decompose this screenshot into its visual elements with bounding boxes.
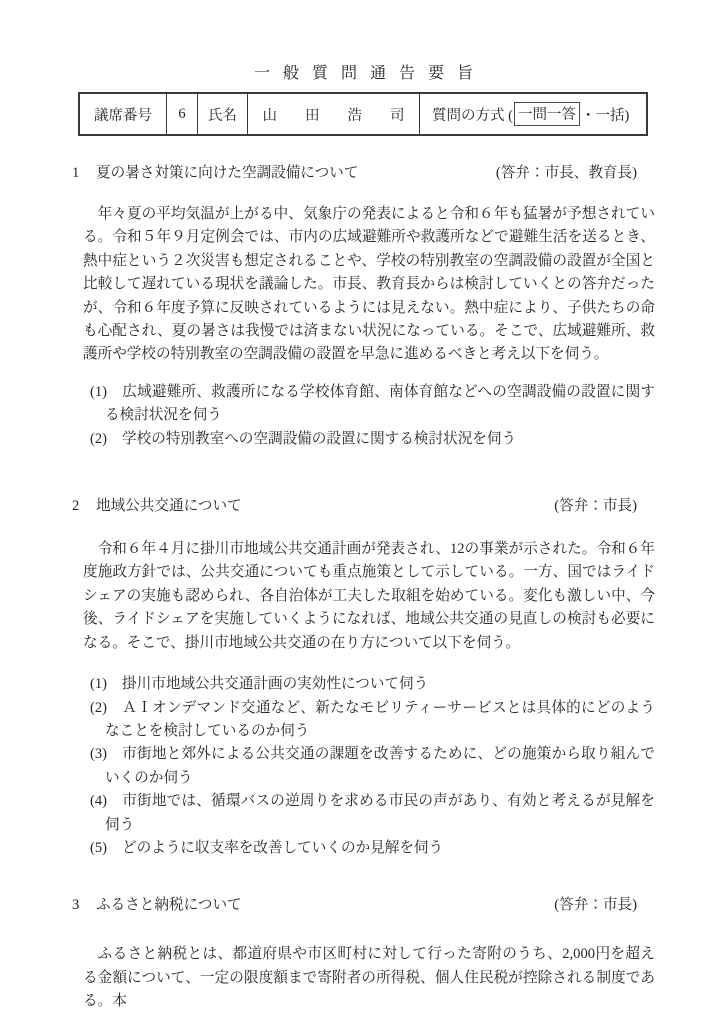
section-3-body: ふるさと納税とは、都道府県や市区町村に対して行った寄附のうち、2,000円を超える金額について、一定の限度額まで寄附者の所得税、個人住民税が控除される制度である。本	[83, 946, 655, 1010]
item-text: 市街地では、循環バスの逆周りを求める市民の声があり、有効と考えるが見解を伺う	[105, 793, 655, 833]
section-1-body: 年々夏の平均気温が上がる中、気象庁の発表によると令和６年も猛暑が予想されている。令和５年９月定例会では、市内の広域避難所や救護所などで避難生活を送るとき、熱中症という２次災害も想定されることや、学校の特別教室の空調設備の設置が全国と比較して遅れている現状を議論した。市長、教育長からは検討していくとの答弁だったが、令和６年度予算に反映されているようには見えない。熱中症により、子供たちの命も心配され、夏の暑さは我慢では済まない状況になっている。そこで、広域避難所、救護所や学校の特別教室の空調設備の設置を早急に進めるべきと考え以下を伺う。	[83, 206, 655, 363]
item-marker: (3)	[90, 746, 108, 763]
item-marker: (2)	[90, 430, 108, 447]
question-method-selected: 一問一答	[514, 102, 580, 126]
seat-number-value: 6	[166, 94, 197, 134]
item-marker: (2)	[90, 699, 108, 716]
header-table	[78, 92, 648, 136]
name-label: 氏名	[197, 94, 247, 134]
section-2-number: 2	[72, 498, 80, 515]
page-title	[72, 62, 655, 86]
list-item	[90, 673, 655, 696]
item-text: ＡＩオンデマンド交通など、新たなモビリティーサービスとは具体的にどのようなことを検討しているのか伺う	[105, 699, 655, 739]
question-method-prefix: 質問の方式 (	[432, 107, 513, 124]
section-1-number: 1	[72, 165, 80, 181]
section-2-title: 地域公共交通について	[96, 498, 242, 515]
item-marker: (4)	[90, 793, 108, 810]
section-1-question-list	[90, 381, 655, 451]
item-text: 学校の特別教室への空調設備の設置に関する検討状況を伺う	[122, 430, 517, 447]
list-item	[90, 743, 655, 790]
list-item	[90, 790, 655, 837]
item-marker: (1)	[90, 676, 108, 693]
item-text: 掛川市地域公共交通計画の実効性について伺う	[122, 676, 429, 693]
item-text: どのように収支率を改善していくのか見解を伺う	[122, 839, 444, 856]
list-item	[90, 697, 655, 744]
item-marker: (1)	[90, 383, 108, 400]
item-text: 広域避難所、救護所になる学校体育館、南体育館などへの空調設備の設置に関する検討状況を伺う	[105, 383, 655, 424]
question-method-cell	[419, 94, 646, 134]
section-2-question-list	[90, 673, 655, 860]
page-title-text: 一般質問通告要旨	[253, 65, 486, 82]
section-3-answer-by: (答弁：市長)	[554, 897, 637, 914]
section-1-title: 夏の暑さ対策に向けた空調設備について	[96, 165, 359, 181]
item-marker: (5)	[90, 839, 108, 856]
section-2-body: 令和６年４月に掛川市地域公共交通計画が発表され、12の事業が示された。令和６年度施政方針では、公共交通についても重点施策として示している。一方、国ではライドシェアの実施も認められ、各自治体が工夫した取組を始めている。変化も激しい中、今後、ライドシェアを実施していくようになれば、地域公共交通の見直しの検討も必要になる。そこで、掛川市地域公共交通の在り方について以下を伺う。	[83, 541, 655, 651]
name-text: 山田浩司	[262, 107, 433, 124]
list-item	[90, 428, 655, 451]
section-3-heading	[72, 894, 655, 917]
section-2-heading	[72, 495, 655, 518]
section-2-answer-by: (答弁：市長)	[554, 498, 637, 515]
section-1-answer-by: (答弁：市長、教育長)	[495, 165, 637, 181]
item-text: 市街地と郊外による公共交通の課題を改善するために、どの施策から取り組んでいくのか伺う	[105, 746, 655, 786]
list-item	[90, 837, 655, 860]
question-method-suffix: ・一括)	[580, 107, 630, 124]
section-1-heading	[72, 162, 655, 185]
section-3-title: ふるさと納税について	[96, 897, 242, 914]
list-item	[90, 381, 655, 428]
name-value	[247, 94, 433, 134]
section-3-number: 3	[72, 897, 80, 914]
seat-number-label: 議席番号	[94, 107, 152, 124]
